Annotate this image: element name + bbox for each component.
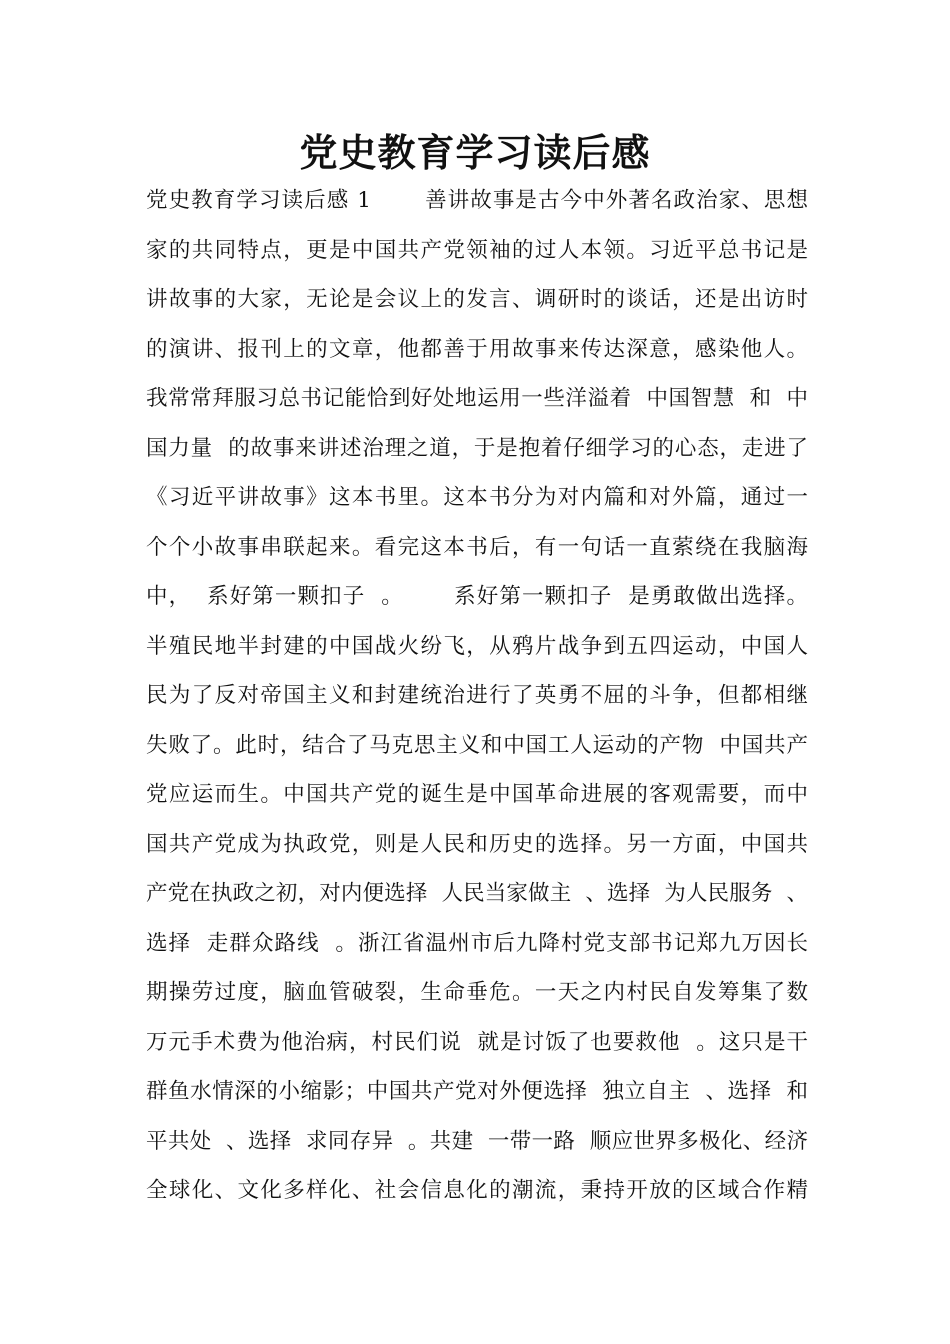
body-line: 党应运而生。中国共产党的诞生是中国革命进展的客观需要，而中 [146, 782, 808, 807]
body-line: 党史教育学习读后感 1 善讲故事是古今中外著名政治家、思想 [146, 188, 808, 213]
body-line: 平共处 、选择 求同存异 。共建 一带一路 顺应世界多极化、经济 [146, 1128, 808, 1154]
body-line: 家的共同特点，更是中国共产党领袖的过人本领。习近平总书记是 [146, 237, 808, 263]
body-line: 选择 走群众路线 。浙江省温州市后九降村党支部书记郑九万因长 [146, 930, 808, 956]
document-body [146, 181, 808, 1221]
body-line: 国共产党成为执政党，则是人民和历史的选择。另一方面，中国共 [146, 831, 808, 857]
body-line: 民为了反对帝国主义和封建统治进行了英勇不屈的斗争，但都相继 [146, 683, 808, 708]
body-line: 的演讲、报刊上的文章，他都善于用故事来传达深意，感染他人。 [146, 336, 808, 362]
body-line: 产党在执政之初，对内便选择 人民当家做主 、选择 为人民服务 、 [146, 881, 808, 906]
body-line: 国力量 的故事来讲述治理之道，于是抱着仔细学习的心态，走进了 [146, 435, 808, 461]
body-line: 讲故事的大家，无论是会议上的发言、调研时的谈话，还是出访时 [146, 287, 808, 312]
document-title: 党史教育学习读后感 [299, 130, 651, 175]
body-line: 《习近平讲故事》这本书里。这本书分为对内篇和对外篇，通过一 [146, 485, 808, 510]
body-line: 失败了。此时，结合了马克思主义和中国工人运动的产物 中国共产 [146, 732, 808, 758]
body-line: 群鱼水情深的小缩影；中国共产党对外便选择 独立自主 、选择 和 [146, 1079, 808, 1104]
body-line: 我常常拜服习总书记能恰到好处地运用一些洋溢着 中国智慧 和 中 [146, 386, 808, 411]
body-line: 万元手术费为他治病，村民们说 就是讨饭了也要救他 。这只是干 [146, 1029, 808, 1055]
body-line: 期操劳过度，脑血管破裂，生命垂危。一天之内村民自发筹集了数 [146, 980, 808, 1005]
body-line: 个个小故事串联起来。看完这本书后，有一句话一直萦绕在我脑海 [146, 534, 808, 560]
body-line: 中， 系好第一颗扣子 。 系好第一颗扣子 是勇敢做出选择。 [146, 584, 808, 609]
body-line: 全球化、文化多样化、社会信息化的潮流，秉持开放的区域合作精 [146, 1178, 808, 1203]
body-line: 半殖民地半封建的中国战火纷飞，从鸦片战争到五四运动，中国人 [146, 633, 808, 659]
